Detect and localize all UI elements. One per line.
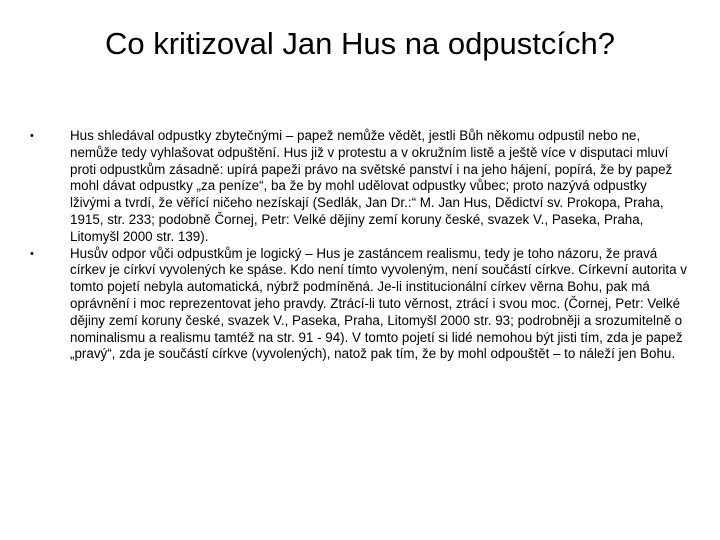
bullet-item	[30, 128, 690, 246]
bullet-icon: •	[30, 247, 34, 260]
bullet-list	[30, 128, 690, 363]
bullet-text: Hus shledával odpustky zbytečnými – papež nemůže vědět, jestli Bůh někomu odpustil nebo ne, nemůže tedy vyhlašovat odpuštění. Hus již v protestu a v okružním listě a ještě více v disputaci mluví proti odpustkům zásadně: upírá papeži právo na světské panství i na jeho hájení, popírá, že by papež mohl dávat odpustky „za peníze“, ba že by mohl udělovat odpustky vůbec; proto nazývá odpustky lživými a tvrdí, že věřící ničeho nezískají (Sedlák, Jan Dr.:“ M. Jan Hus, Dědictví sv. Prokopa, Praha, 1915, str. 233; podobně Čornej, Petr: Velké dějiny zemí koruny české, svazek V., Paseka, Praha, Litomyšl 2000 str. 139).	[70, 128, 673, 244]
slide-title: Co kritizoval Jan Hus na odpustcích?	[104, 26, 616, 61]
bullet-item	[30, 246, 690, 364]
bullet-text: Husův odpor vůči odpustkům je logický – Hus je zastáncem realismu, tedy je toho názoru, že pravá církev je církví vyvolených ke spáse. Kdo není tímto vyvoleným, není součástí církve. Církevní autorita v tomto pojetí nebyla automatická, nýbrž podmíněná. Je-li institucionální církev věrna Bohu, pak má oprávnění i moc reprezentovat jeho pravdy. Ztrácí-li tuto věrnost, ztrácí i svou moc. (Čornej, Petr: Velké dějiny zemí koruny české, svazek V., Paseka, Praha, Litomyšl 2000 str. 93; podrobněji a srozumitelně o nominalismu a realismu tamtéž na str. 91 - 94). V tomto pojetí si lidé nemohou být jisti tím, zda je papež „pravý“, zda je součástí církve (vyvolených), natož pak tím, že by mohl odpouštět – to náleží jen Bohu.	[70, 245, 687, 362]
bullet-icon: •	[30, 130, 34, 142]
